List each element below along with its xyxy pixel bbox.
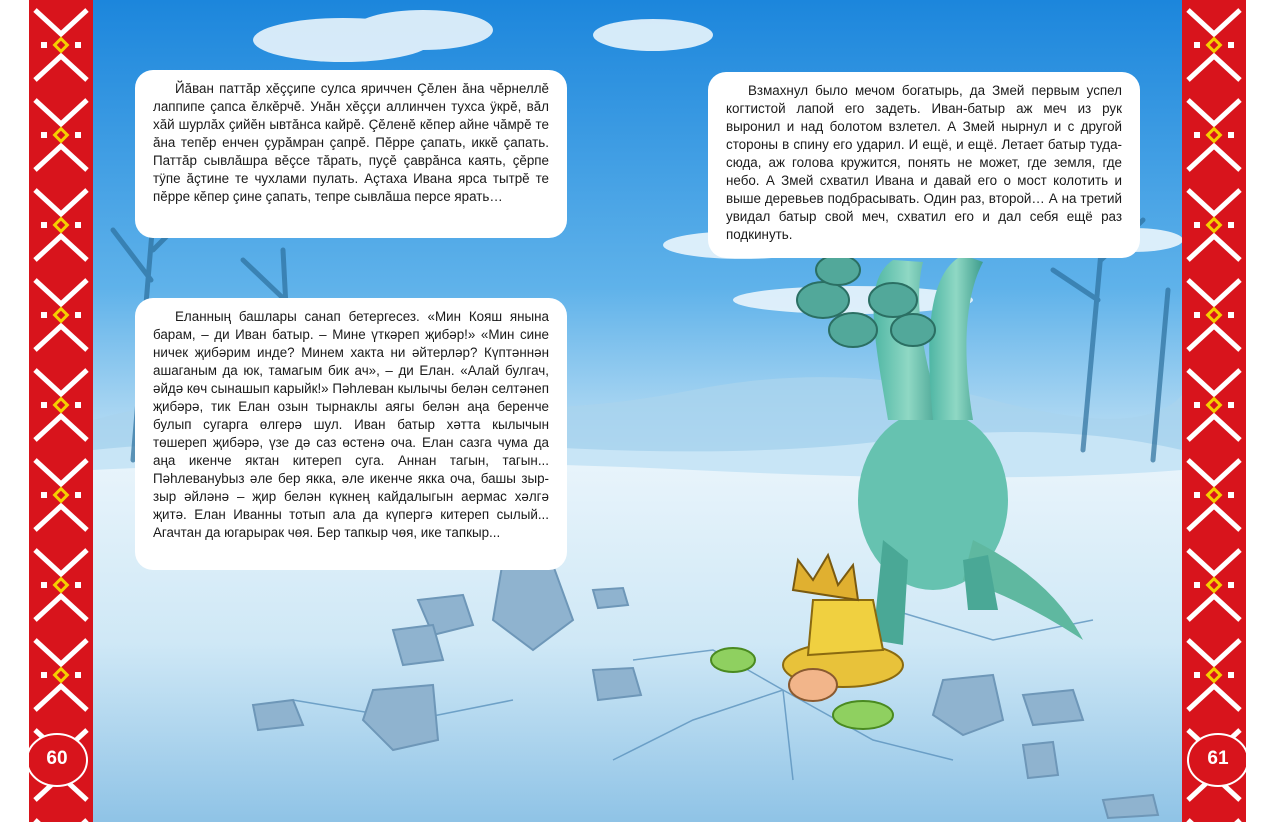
right-outer-margin xyxy=(1246,0,1276,822)
tatar-text-box: Еланның башлары санап бетергесез. «Мин Кояш янына барам, – ди Иван батыр. – Мине үткәреп җибәр!» «Мин сине ничек җибәрим инде? Минем хакта ни әйтерләр? Күптәннән ашаганым да юк, тамагым бик ач», – ди Елан. «Алай булгач, әйдә көч сынашып карыйк!» Пәһлеван кылычы белән селтәнеп җибәрә, тик Елан озын тырнаклы аягы белән аңа беренче булып сугарга өлгерә шул. Иван батыр хәтта кылычын төшереп җибәрә, үзе дә саз өстенә оча. Елан сазга чума да аңа икенче яктан китереп суга. Аннан тагын, тагын... Пәһлеванybыз әле бер якка, әле икенче якка оча, башы зыр-зыр әйләнә – җир белән күкнең кайдалыгын аермас хәлгә җитә. Елан Иванны тотып ала да күпергә китереп сылый... Агачтан да югарырак чөя. Бер тапкыр чөя, ике тапкыр... xyxy=(135,298,567,570)
left-ornament-border xyxy=(29,0,93,822)
left-page-number: 60 xyxy=(46,748,68,769)
left-outer-margin xyxy=(0,0,29,822)
right-page-number: 61 xyxy=(1207,748,1229,769)
chuvash-text-box: Йăван паттăр хĕççипе сулса яриччен Çĕлен ăна чĕрнеллĕ лаппипе çапса ĕлкĕрчĕ. Унăн хĕççи аллинчен тухса ÿкрĕ, вăл хăй шурлăх çийĕн ывтăнса кайрĕ. Çĕленĕ кĕпер айне чăмрĕ те ăна тепĕр енчен çурăмран çапрĕ. Пĕрре çапать, иккĕ çапать. Паттăр сывлăшра вĕçсе тăрать, пуçĕ çаврăнса каять, çĕрпе тÿпе ăçтине те чухлами пулать. Аçтаха Ивана ярса тытрĕ те пĕрре кĕпер çине çапать, тепре сывлăша персе ярать… xyxy=(135,70,567,238)
right-ornament-pattern xyxy=(1182,0,1246,822)
right-ornament-border xyxy=(1182,0,1246,822)
left-ornament-pattern xyxy=(29,0,93,822)
russian-text-box: Взмахнул было мечом богатырь, да Змей первым успел когтистой лапой его задеть. Иван-батыр аж меч из рук выронил и над болотом взлетел. А Змей нырнул и с другой стороны в спину его ударил. И ещё, и ещё. Летает батыр туда-сюда, аж голова кружится, понять не может, где земля, где небо. А Змей схватил Ивана и давай его о мост колотить и выше деревьев подбрасывать. Один раз, второй… А на третий увидал батыр свой меч, схватил его и дал себя ещё раз подкинуть. xyxy=(708,72,1140,258)
